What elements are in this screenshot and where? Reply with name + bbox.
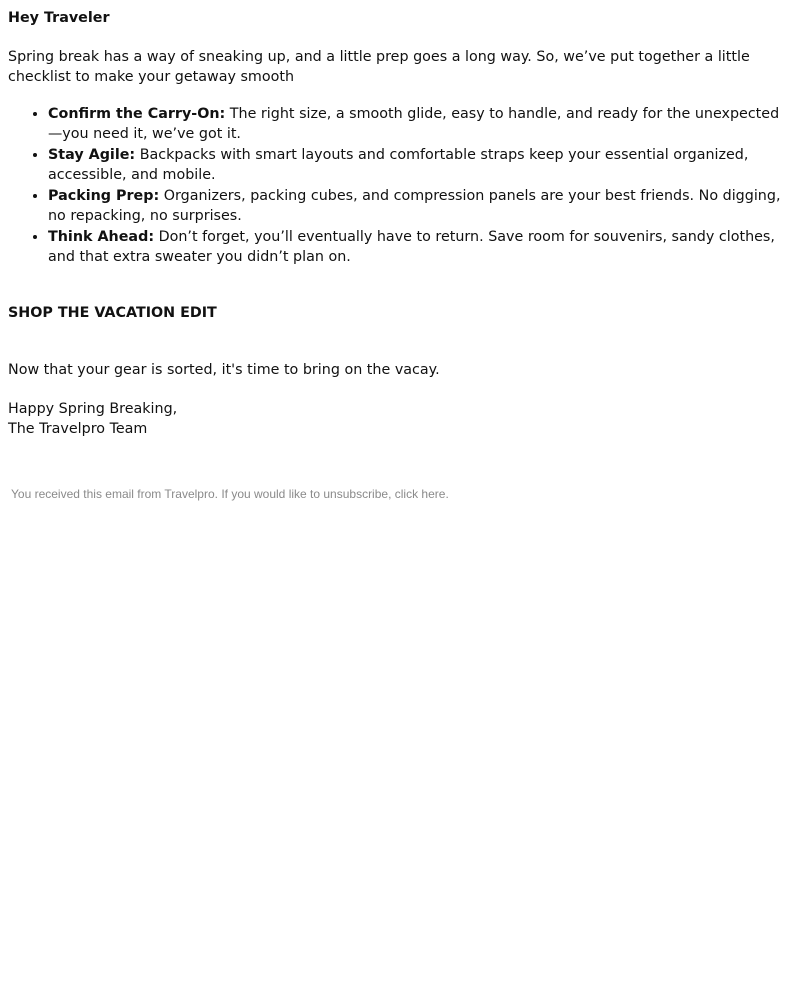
signature: The Travelpro Team <box>8 421 148 437</box>
footer-text: You received this email from Travelpro. If you would like to unsubscribe, <box>11 487 395 501</box>
signoff <box>8 399 792 439</box>
item-text: Backpacks with smart layouts and comfortable straps keep your essential organized, accessible, and mobile. <box>48 147 749 183</box>
footer-end: . <box>445 487 449 501</box>
item-title: Packing Prep: <box>48 188 160 204</box>
item-text: Organizers, packing cubes, and compression panels are your best friends. No digging, no repacking, no surprises. <box>48 188 781 224</box>
checklist <box>8 104 792 267</box>
list-item <box>48 227 792 267</box>
closing-paragraph: Now that your gear is sorted, it's time to bring on the vacay. <box>8 362 440 378</box>
item-text: Don’t forget, you’ll eventually have to return. Save room for souvenirs, sandy clothes, and that extra sweater you didn’t plan on. <box>48 229 775 265</box>
greeting: Hey Traveler <box>8 10 110 26</box>
intro-paragraph: Spring break has a way of sneaking up, and a little prep goes a long way. So, we’ve put together a little checklist to make your getaway smooth <box>8 49 750 85</box>
shop-vacation-edit-link[interactable]: SHOP THE VACATION EDIT <box>8 305 217 321</box>
item-title: Think Ahead: <box>48 229 155 245</box>
list-item <box>48 186 792 226</box>
item-text: The right size, a smooth glide, easy to handle, and ready for the unexpected—you need it, we’ve got it. <box>48 106 780 142</box>
list-item <box>48 104 792 144</box>
unsubscribe-link[interactable]: click here <box>394 487 446 501</box>
item-title: Stay Agile: <box>48 147 136 163</box>
item-title: Confirm the Carry-On: <box>48 106 226 122</box>
footer <box>11 484 792 504</box>
signoff-line: Happy Spring Breaking, <box>8 401 178 417</box>
list-item <box>48 145 792 185</box>
